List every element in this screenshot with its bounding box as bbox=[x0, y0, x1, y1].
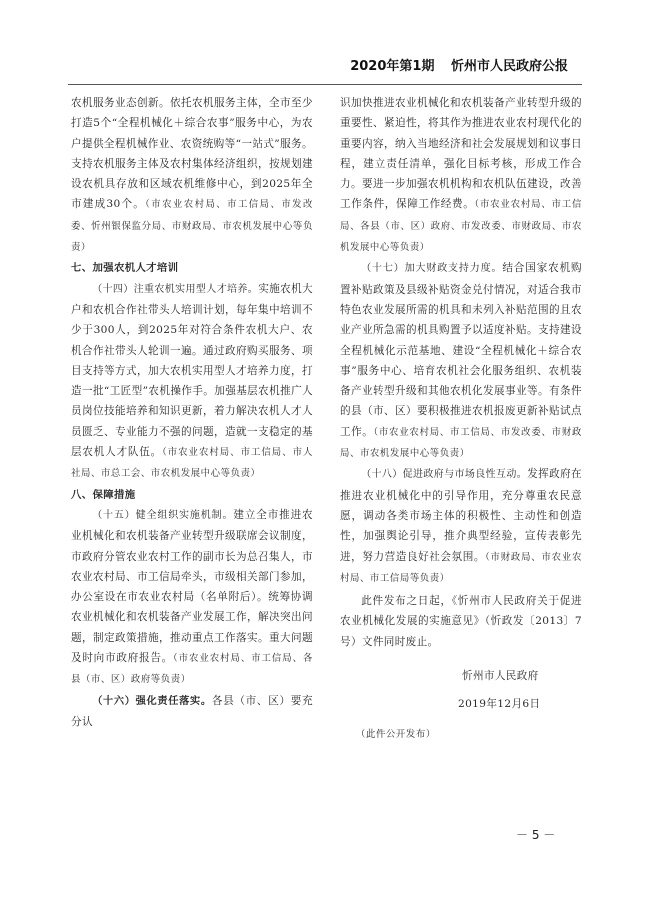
closing-paragraph: 此件发布之日起，《忻州市人民政府关于促进农业机械化发展的实施意见》（忻政发〔2013〕7号）文件同时废止。 bbox=[340, 595, 582, 648]
subsection-label-18: （十八）促进政府与市场良性互动。 bbox=[361, 469, 528, 481]
paragraph-16: （十六）强化责任落实。各县（市、区）要充分认 bbox=[71, 694, 313, 728]
page-number: － 5 － bbox=[516, 828, 556, 842]
signature-date: 2019年12月6日 bbox=[458, 698, 541, 711]
responsibility-note: （市农业农村局、市工信局、各县（市、区）政府、市发改委、市财政局、市农机发展中心等负责） bbox=[340, 199, 583, 254]
responsibility-note: （市农业农村局、市工信局、各县（市、区）政府等负责） bbox=[71, 653, 313, 686]
paragraph-16-continued: 识加快推进农业机械化和农机装备产业转型升级的重要性、紧迫性，将其作为推进农业农村现代化的重要内容，纳入当地经济和社会发展规划和议事日程，建立责任清单，强化目标考核，形成工作合力。要进一步加强农机机构和农机队伍建设，改善工作条件，保障工作经费。（市农业农村局、市工信局、各县（市、区）政府、市发改委、市财政局、市农机发展中心等负责） bbox=[340, 97, 583, 254]
responsibility-note: （市农业农村局、市工信局、市人社局、市总工会、市农机发展中心等负责） bbox=[71, 447, 313, 480]
publication-title: 忻州市人民政府公报 bbox=[450, 59, 568, 74]
signature-organization: 忻州市人民政府 bbox=[462, 670, 539, 683]
subsection-label-17: （十七）加大财政支持力度。 bbox=[361, 263, 503, 275]
paragraph-service-centers: 农机服务业态创新。依托农机服务主体，全市至少打造5个“全程机械化＋综合农事”服务中心，为农户提供全程机械作业、农资统购等“一站式”服务。支持农机服务主体及农村集体经济组织，按规划建设农机具存放和区域农机维修中心，到2025年全市建成30个。（市农业农村局、市工信局、市发改委、忻州银保监分局、市财政局、市农机发展中心等负责） bbox=[71, 97, 313, 254]
paragraph-17: （十七）加大财政支持力度。结合国家农机购置补贴政策及县级补贴资金兑付情况，对适合我市特色农业发展所需的机具和未列入补贴范围的且农业产业所急需的机具购置予以适度补贴。支持建设全程机械化示范基地、建设“全程机械化＋综合农事”服务中心、培育农机社会化服务组织、农机装备产业转型升级和其他农机化发展事业等。有条件的县（市、区）要积极推进农机报废更新补贴试点工作。（市农业农村局、市工信局、市发改委、市财政局、市农机发展中心等负责） bbox=[340, 262, 582, 460]
header-divider bbox=[68, 84, 582, 85]
responsibility-note: （市财政局、市农业农村局、市工信局等负责） bbox=[340, 551, 582, 584]
paragraph-18: （十八）促进政府与市场良性互动。发挥政府在推进农业机械化中的引导作用，充分尊重农民意愿，调动各类市场主体的积极性、主动性和创造性，加强舆论引导，推介典型经验，宣传表彰先进，努力营造良好社会氛围。（市财政局、市农业农村局、市工信局等负责） bbox=[340, 468, 583, 584]
paragraph-14: （十四）注重农机实用型人才培养。实施农机大户和农机合作社带头人培训计划，每年集中培训不少于300人，到2025年对符合条件农机大户、农机合作社带头人轮训一遍。通过政府购买服务、项目支持等方式，加大农机实用型人才培养力度，打造一批“工匠型”农机操作手。加强基层农机推广人员岗位技能培养和知识更新，着力解决农机人才人员匮乏、专业能力不强的问题，造就一支稳定的基层农机人才队伍。（市农业农村局、市工信局、市人社局、市总工会、市农机发展中心等负责） bbox=[71, 282, 314, 480]
page-header bbox=[0, 58, 646, 80]
issue-label: 2020年第1期 bbox=[350, 59, 435, 74]
left-column bbox=[71, 93, 313, 732]
subsection-label-15: （十五）健全组织实施机制。 bbox=[92, 509, 234, 521]
right-column bbox=[340, 93, 582, 745]
section-heading-7: 七、加强农机人才培训 bbox=[71, 262, 179, 275]
subsection-label-16: （十六）强化责任落实。 bbox=[92, 695, 212, 707]
release-note: （此件公开发布） bbox=[356, 728, 436, 740]
section-heading-8: 八、保障措施 bbox=[71, 488, 136, 501]
responsibility-note: （市农业农村局、市工信局、市发改委、市财政局、市农机发展中心等负责） bbox=[340, 426, 582, 460]
paragraph-15: （十五）健全组织实施机制。建立全市推进农业机械化和农机装备产业转型升级联席会议制度，市政府分管农业农村工作的副市长为总召集人，市农业农村局、市工信局牵头，市级相关部门参加，办公室设在市农业农村局（名单附后）。统筹协调农业机械化和农机装备产业发展工作，解决突出问题，制定政策措施，推动重点工作落实。重大问题及时向市政府报告。（市农业农村局、市工信局、各县（市、区）政府等负责） bbox=[71, 508, 313, 686]
subsection-label-14: （十四）注重农机实用型人才培养。 bbox=[92, 283, 259, 295]
responsibility-note: （市农业农村局、市工信局、市发改委、忻州银保监分局、市财政局、市农机发展中心等负责） bbox=[71, 199, 313, 254]
